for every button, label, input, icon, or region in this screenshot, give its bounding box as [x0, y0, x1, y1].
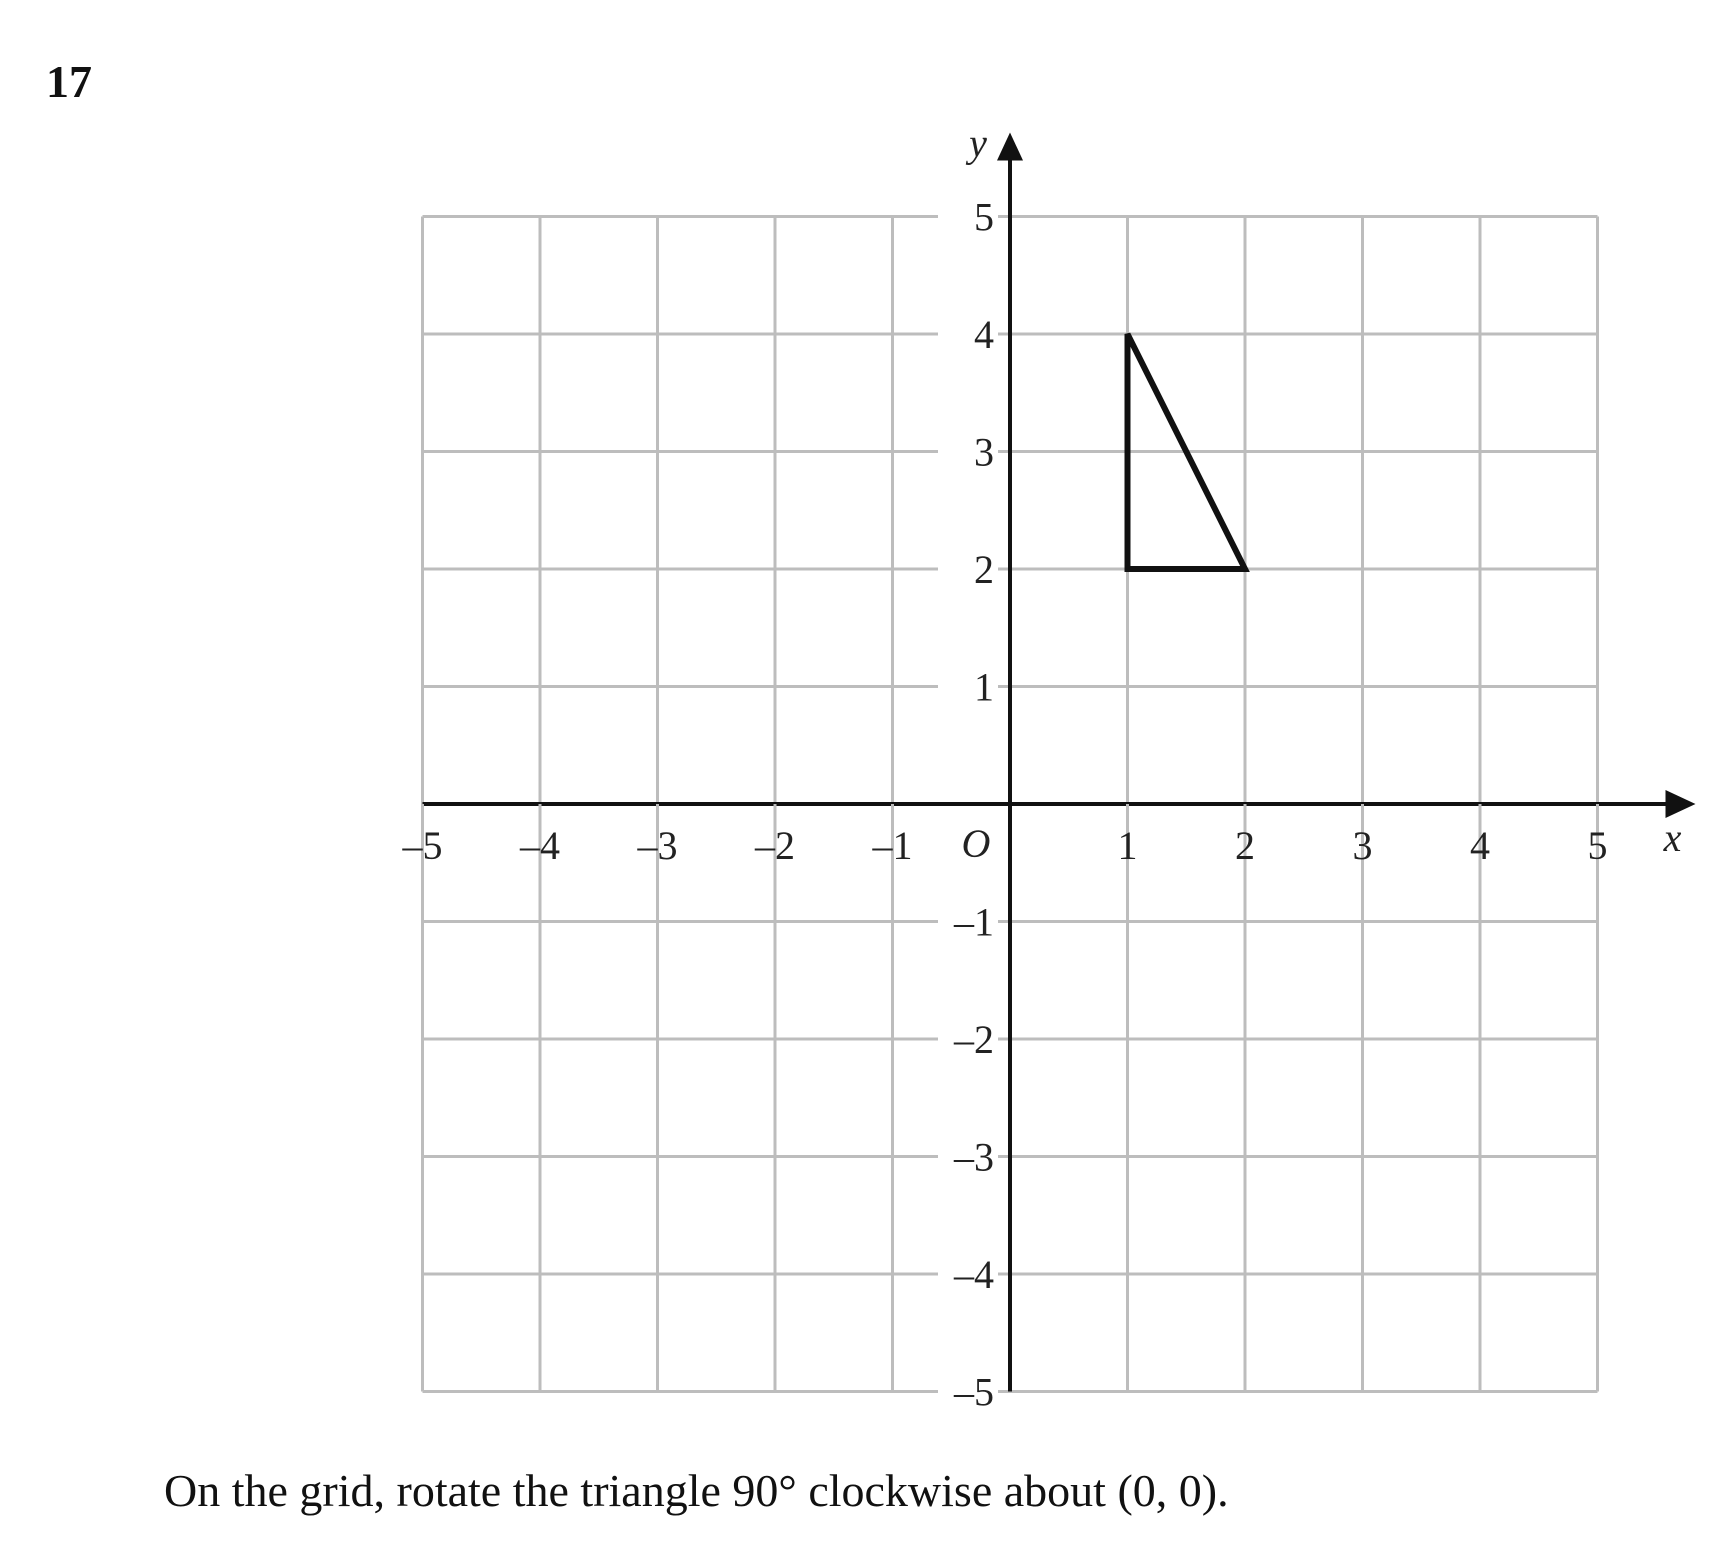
- x-tick-label: –4: [520, 823, 560, 868]
- x-tick-label: –2: [755, 823, 795, 868]
- x-tick-label: –3: [637, 823, 678, 868]
- x-axis-arrow-icon: [1666, 790, 1696, 818]
- y-axis-label: y: [969, 120, 987, 166]
- y-tick-label: 2: [974, 547, 994, 592]
- instruction-text: On the grid, rotate the triangle 90° clockwise about (0, 0).: [164, 1465, 1229, 1516]
- x-tick-label: 2: [1235, 823, 1255, 868]
- y-axis-arrow-icon: [997, 133, 1023, 161]
- x-tick-label: 3: [1352, 823, 1373, 868]
- x-axis-label: x: [1663, 815, 1682, 860]
- question-number: 17: [46, 56, 92, 107]
- y-tick-label: –3: [954, 1134, 994, 1180]
- tick-labels: [402, 121, 1682, 1416]
- x-tick-label: –5: [402, 823, 443, 868]
- origin-label: O: [961, 821, 991, 866]
- y-tick-label: –1: [954, 899, 994, 945]
- x-tick-label: –1: [872, 823, 913, 868]
- y-tick-label: –2: [954, 1017, 994, 1062]
- y-tick-label: –5: [954, 1369, 994, 1415]
- x-tick-label: 4: [1470, 823, 1490, 868]
- x-tick-label: 1: [1117, 823, 1138, 868]
- y-tick-label: 4: [974, 312, 994, 357]
- y-tick-label: 3: [974, 429, 994, 475]
- axes: [423, 133, 1696, 1392]
- y-tick-label: 1: [974, 664, 994, 710]
- y-tick-label: 5: [974, 194, 994, 240]
- x-tick-label: 5: [1587, 823, 1608, 868]
- y-tick-label: –4: [954, 1252, 994, 1297]
